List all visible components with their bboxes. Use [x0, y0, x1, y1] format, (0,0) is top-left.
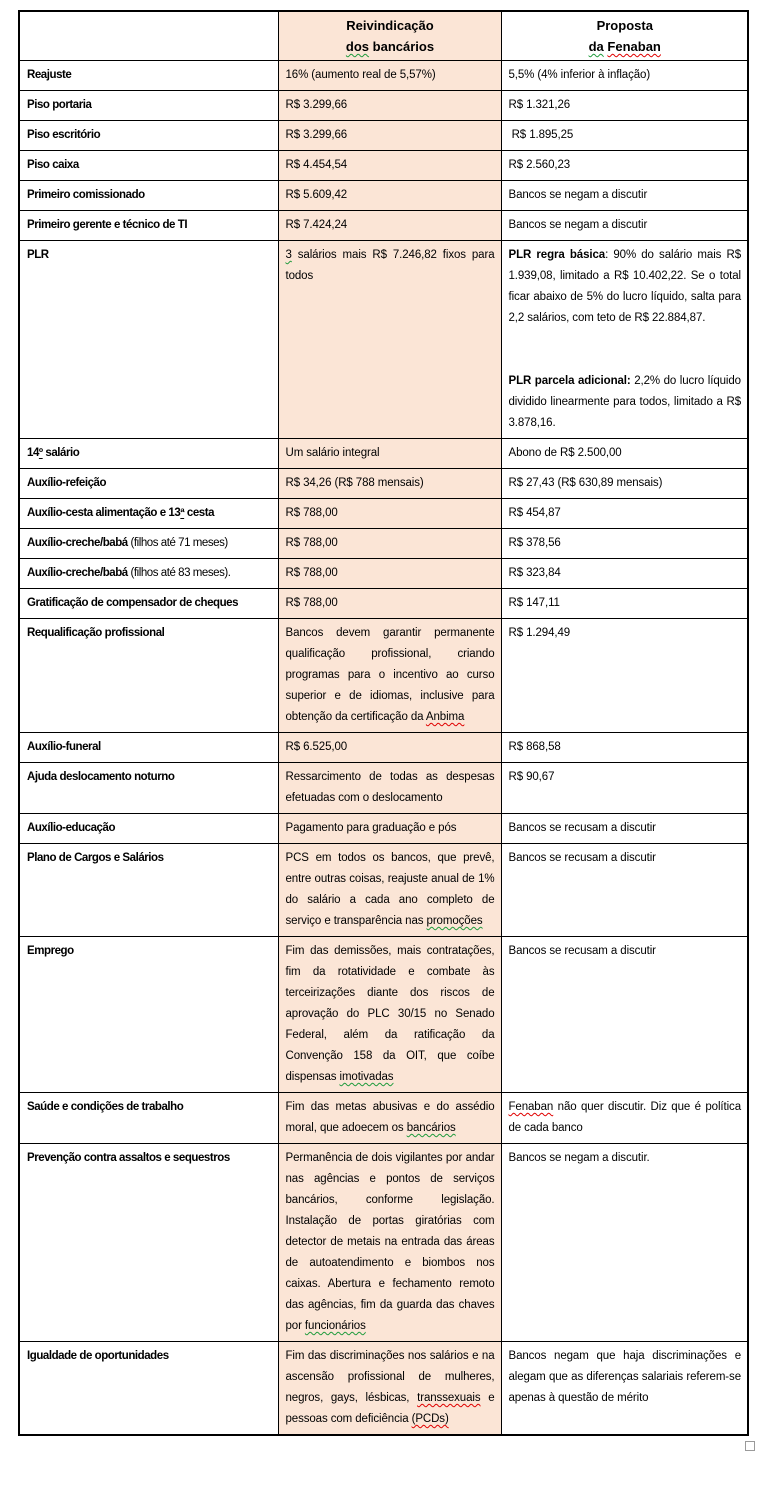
demand-cell [278, 733, 501, 763]
text-segment: Emprego [27, 945, 74, 957]
text-segment: R$ 7.424,24 [285, 219, 348, 231]
text-segment: Um salário integral [285, 447, 380, 459]
paragraph [286, 215, 495, 236]
row-label-cell [19, 211, 278, 241]
demand-cell [278, 121, 501, 151]
row-label-cell [19, 619, 278, 733]
paragraph [509, 593, 742, 614]
text-segment: R$ 34,26 (R$ 788 mensais) [285, 477, 424, 489]
text-segment: salário [42, 447, 80, 459]
proposal-cell [501, 589, 748, 619]
paragraph [27, 125, 272, 146]
proposal-cell [501, 241, 748, 439]
proposal-cell [501, 151, 748, 181]
paragraph [286, 15, 495, 36]
text-segment: R$ 788,00 [285, 567, 338, 579]
proposal-cell [501, 529, 748, 559]
paragraph [286, 941, 495, 1088]
text-segment: R$ 6.525,00 [285, 741, 348, 753]
text-segment: R$ 3.299,66 [285, 99, 348, 111]
text-segment: (filhos até 83 meses). [127, 567, 231, 579]
paragraph [27, 65, 272, 86]
text-segment: Fim das discriminações nos salários e na ascensão profissional de mulheres, negros, gays, lésbicas, [285, 1350, 495, 1404]
paragraph [509, 503, 742, 524]
demand-cell [278, 589, 501, 619]
text-segment: R$ 2.560,23 [508, 159, 571, 171]
demand-cell [278, 61, 501, 91]
demand-cell [278, 241, 501, 439]
paragraph [286, 503, 495, 524]
paragraph [509, 215, 742, 236]
proposal-cell [501, 814, 748, 844]
paragraph [286, 1097, 495, 1139]
text-segment: R$ 378,56 [508, 537, 561, 549]
text-segment: PLR parcela adicional: [508, 375, 631, 387]
table-row [19, 151, 748, 181]
table-row [19, 121, 748, 151]
paragraph [27, 767, 272, 788]
paragraph [509, 563, 742, 584]
table-row [19, 937, 748, 1093]
row-label-cell [19, 559, 278, 589]
spellcheck-marked-text: (PCDs) [411, 1413, 449, 1425]
row-label-cell [19, 844, 278, 937]
proposal-cell [501, 121, 748, 151]
text-segment: Auxílio-cesta alimentação e 13 [27, 507, 181, 519]
paragraph [509, 1346, 742, 1409]
proposal-cell [501, 619, 748, 733]
row-label-cell [19, 469, 278, 499]
demand-cell [278, 844, 501, 937]
proposal-cell [501, 439, 748, 469]
paragraph [509, 65, 742, 86]
text-segment: R$ 3.299,66 [285, 129, 348, 141]
table-row [19, 61, 748, 91]
demand-cell [278, 814, 501, 844]
row-label-cell [19, 1093, 278, 1144]
row-label-cell [19, 763, 278, 814]
text-segment: R$ 323,84 [508, 567, 561, 579]
text-segment: bancários [369, 39, 435, 54]
demand-cell [278, 559, 501, 589]
paragraph [286, 1148, 495, 1337]
paragraph [286, 593, 495, 614]
text-segment: R$ 788,00 [285, 537, 338, 549]
text-segment: Ressarcimento de todas as despesas efetuadas com o deslocamento [285, 771, 495, 804]
row-label-cell [19, 121, 278, 151]
row-label-cell [19, 937, 278, 1093]
paragraph [286, 848, 495, 932]
text-segment: Prevenção contra assaltos e sequestros [27, 1152, 230, 1164]
text-segment: 16% (aumento real de 5,57%) [285, 69, 436, 81]
text-segment: Bancos se negam a discutir [508, 219, 648, 231]
text-segment: (filhos até 71 meses) [127, 537, 228, 549]
paragraph [509, 941, 742, 962]
paragraph [509, 443, 742, 464]
table-row [19, 619, 748, 733]
paragraph [27, 245, 272, 266]
row-label-cell [19, 529, 278, 559]
text-segment: Bancos negam que haja discriminações e alegam que as diferenças salariais referem-se apenas à questão de mérito [508, 1350, 741, 1404]
header-row [19, 11, 748, 61]
paragraph [286, 737, 495, 758]
table-row [19, 559, 748, 589]
paragraph [509, 125, 742, 146]
text-segment: 2,2% do lucro líquido dividido linearmente para todos, limitado a R$ 3.878,16. [508, 375, 741, 429]
paragraph [27, 818, 272, 839]
spellcheck-marked-text: Fenaban [508, 1101, 554, 1113]
demand-cell [278, 91, 501, 121]
text-segment: Primeiro gerente e técnico de TI [27, 219, 188, 231]
paragraph [509, 155, 742, 176]
row-label-cell [19, 61, 278, 91]
text-segment: Reajuste [27, 69, 72, 81]
paragraph [509, 350, 742, 371]
text-segment: PCS em todos os bancos, que prevê, entre outras coisas, reajuste anual de 1% do salário a cada ano completo de serviço e transparência nas [285, 852, 495, 927]
text-segment: Fim das demissões, mais contratações, fim da rotatividade e combate às terceirizações diante dos riscos de aprovação do PLC 30/15 no Senado Federal, além da ratificação da Convenção 158 da OIT, que coíbe dispensas [285, 945, 495, 1083]
paragraph [509, 737, 742, 758]
text-segment: R$ 5.609,42 [285, 189, 348, 201]
demand-cell [278, 151, 501, 181]
proposal-cell [501, 1093, 748, 1144]
text-segment: Bancos se negam a discutir [508, 189, 648, 201]
paragraph [286, 245, 495, 287]
table-row [19, 1144, 748, 1342]
text-segment: PLR regra básica [508, 249, 606, 261]
text-segment: Permanência de dois vigilantes por andar nas agências e pontos de serviços bancários, conforme legislação. Instalação de portas giratórias com detector de metais na entrada das áreas de autoatendimento e biombos nos caixas. Abertura e fechamento remoto das agências, fim da guarda das chaves por [285, 1152, 495, 1332]
paragraph [509, 371, 742, 434]
demand-cell [278, 763, 501, 814]
row-label-cell [19, 1144, 278, 1342]
text-segment: Plano de Cargos e Salários [27, 852, 164, 864]
text-segment: : 90% do salário mais R$ 1.939,08, limitado a R$ 10.402,22. Se o total ficar abaixo de 5% do lucro líquido, salta para 2,2 salários, com teto de R$ 22.884,87. [508, 249, 741, 324]
paragraph [509, 15, 742, 36]
text-segment: Requalificação profissional [27, 627, 165, 639]
paragraph [286, 65, 495, 86]
paragraph [286, 443, 495, 464]
paragraph [27, 215, 272, 236]
text-segment: Auxílio-creche/babá [27, 537, 128, 549]
paragraph [509, 818, 742, 839]
text-segment: Piso escritório [27, 129, 101, 141]
paragraph [509, 36, 742, 57]
text-segment: R$ 147,11 [508, 597, 560, 609]
text-segment: Primeiro comissionado [27, 189, 145, 201]
text-segment: Piso portaria [27, 99, 92, 111]
paragraph [509, 623, 742, 644]
text-segment: º [38, 447, 43, 459]
table-row [19, 589, 748, 619]
table-row [19, 439, 748, 469]
paragraph [27, 737, 272, 758]
text-segment: Bancos se recusam a discutir [508, 852, 656, 864]
paragraph [509, 1097, 742, 1139]
table-row [19, 1093, 748, 1144]
text-segment: Pagamento para graduação e pós [285, 822, 457, 834]
paragraph [27, 563, 272, 584]
paragraph [27, 1097, 272, 1118]
spellcheck-marked-text: imotivadas [339, 1071, 394, 1083]
paragraph [286, 818, 495, 839]
text-segment: não quer discutir. Diz que é política de cada banco [508, 1101, 741, 1134]
paragraph [286, 767, 495, 809]
text-segment: R$ 788,00 [285, 507, 338, 519]
paragraph [27, 623, 272, 644]
table-row [19, 763, 748, 814]
table-resize-handle[interactable] [745, 1441, 755, 1451]
spellcheck-marked-text: Anbima [425, 711, 465, 723]
proposal-cell [501, 469, 748, 499]
paragraph [286, 95, 495, 116]
proposal-cell [501, 211, 748, 241]
comparison-table-body [19, 61, 748, 1436]
demand-cell [278, 1144, 501, 1342]
demand-cell [278, 469, 501, 499]
paragraph [27, 155, 272, 176]
spellcheck-marked-text: da [588, 39, 604, 54]
paragraph [27, 95, 272, 116]
paragraph [27, 593, 272, 614]
text-segment: Auxílio-educação [27, 822, 116, 834]
paragraph [27, 848, 272, 869]
text-segment: PLR [27, 249, 49, 261]
demand-cell [278, 1093, 501, 1144]
row-label-cell [19, 733, 278, 763]
text-segment: Bancos se recusam a discutir [508, 945, 656, 957]
paragraph [509, 245, 742, 329]
paragraph [286, 473, 495, 494]
proposal-cell [501, 763, 748, 814]
table-row [19, 241, 748, 439]
demand-cell [278, 1342, 501, 1436]
text-segment: R$ 27,43 (R$ 630,89 mensais) [508, 477, 663, 489]
paragraph [509, 767, 742, 788]
demand-cell [278, 211, 501, 241]
proposal-cell [501, 181, 748, 211]
text-segment: Gratificação de compensador de cheques [27, 597, 239, 609]
text-segment: Abono de R$ 2.500,00 [508, 447, 622, 459]
paragraph [509, 848, 742, 869]
text-segment: R$ 4.454,54 [285, 159, 348, 171]
header-empty-cell [19, 11, 278, 61]
text-segment: Ajuda deslocamento noturno [27, 771, 175, 783]
row-label-cell [19, 439, 278, 469]
paragraph [27, 185, 272, 206]
table-header [19, 11, 748, 61]
paragraph [509, 473, 742, 494]
table-row [19, 181, 748, 211]
proposal-cell [501, 937, 748, 1093]
proposal-cell [501, 844, 748, 937]
paragraph [286, 36, 495, 57]
text-segment: R$ 90,67 [508, 771, 555, 783]
demand-cell [278, 439, 501, 469]
spellcheck-marked-text: Fenaban [607, 39, 661, 54]
paragraph [509, 329, 742, 350]
text-segment: Igualdade de oportunidades [27, 1350, 169, 1362]
text-segment: Proposta [596, 18, 653, 33]
text-segment: Auxílio-creche/babá [27, 567, 128, 579]
row-label-cell [19, 499, 278, 529]
proposal-cell [501, 61, 748, 91]
text-segment: Saúde e condições de trabalho [27, 1101, 184, 1113]
spellcheck-marked-text: funcionários [304, 1320, 366, 1332]
spellcheck-marked-text: 3 [285, 249, 292, 261]
header-proposal-cell [501, 11, 748, 61]
paragraph [27, 533, 272, 554]
table-row [19, 91, 748, 121]
spellcheck-marked-text: bancários [406, 1122, 456, 1134]
text-segment: ª [180, 507, 185, 519]
text-segment: Reivindicação [346, 18, 434, 33]
table-row [19, 499, 748, 529]
text-segment: R$ 788,00 [285, 597, 338, 609]
row-label-cell [19, 814, 278, 844]
table-row [19, 469, 748, 499]
proposal-cell [501, 1144, 748, 1342]
paragraph [27, 503, 272, 524]
text-segment: e pessoas com deficiência [285, 1392, 495, 1425]
paragraph [286, 1346, 495, 1430]
demand-cell [278, 529, 501, 559]
paragraph [286, 155, 495, 176]
table-row [19, 844, 748, 937]
text-segment: Auxílio-refeição [27, 477, 107, 489]
spellcheck-marked-text: promoções [426, 915, 483, 927]
table-row [19, 529, 748, 559]
text-segment: Piso caixa [27, 159, 79, 171]
demand-cell [278, 619, 501, 733]
paragraph [27, 1346, 272, 1367]
text-segment: Auxílio-funeral [27, 741, 101, 753]
row-label-cell [19, 91, 278, 121]
table-row [19, 211, 748, 241]
paragraph [286, 125, 495, 146]
spellcheck-marked-text: transsexuais [417, 1392, 481, 1404]
header-demand-cell [278, 11, 501, 61]
row-label-cell [19, 589, 278, 619]
paragraph [27, 473, 272, 494]
proposal-cell [501, 91, 748, 121]
demand-cell [278, 937, 501, 1093]
table-row [19, 733, 748, 763]
paragraph [509, 95, 742, 116]
paragraph [27, 1148, 272, 1169]
row-label-cell [19, 1342, 278, 1436]
paragraph [27, 941, 272, 962]
table-row [19, 1342, 748, 1436]
row-label-cell [19, 151, 278, 181]
spellcheck-marked-text: dos [345, 39, 370, 54]
text-segment: R$ 1.294,49 [508, 627, 571, 639]
text-segment: R$ 454,87 [508, 507, 561, 519]
paragraph [509, 533, 742, 554]
text-segment: R$ 1.321,26 [508, 99, 571, 111]
text-segment: R$ 1.895,25 [508, 129, 574, 141]
proposal-cell [501, 559, 748, 589]
text-segment: R$ 868,58 [508, 741, 561, 753]
row-label-cell [19, 241, 278, 439]
comparison-table [18, 10, 749, 1436]
demand-cell [278, 181, 501, 211]
table-row [19, 814, 748, 844]
text-segment: Bancos devem garantir permanente qualificação profissional, criando programas para o incentivo ao curso superior e de idiomas, inclusive para obtenção da certificação da [285, 627, 495, 723]
text-segment: salários mais R$ 7.246,82 fixos para todos [285, 249, 495, 282]
text-segment: cesta [184, 507, 215, 519]
row-label-cell [19, 181, 278, 211]
text-segment: Fim das metas abusivas e do assédio moral, que adoecem os [285, 1101, 495, 1134]
proposal-cell [501, 733, 748, 763]
paragraph [286, 623, 495, 728]
paragraph [286, 185, 495, 206]
paragraph [27, 443, 272, 464]
text-segment: Bancos se negam a discutir. [508, 1152, 650, 1164]
text-segment: 14 [27, 447, 39, 459]
paragraph [509, 185, 742, 206]
paragraph [286, 533, 495, 554]
text-segment: 5,5% (4% inferior à inflação) [508, 69, 651, 81]
proposal-cell [501, 499, 748, 529]
paragraph [286, 563, 495, 584]
demand-cell [278, 499, 501, 529]
text-segment: Bancos se recusam a discutir [508, 822, 656, 834]
paragraph [509, 1148, 742, 1169]
proposal-cell [501, 1342, 748, 1436]
